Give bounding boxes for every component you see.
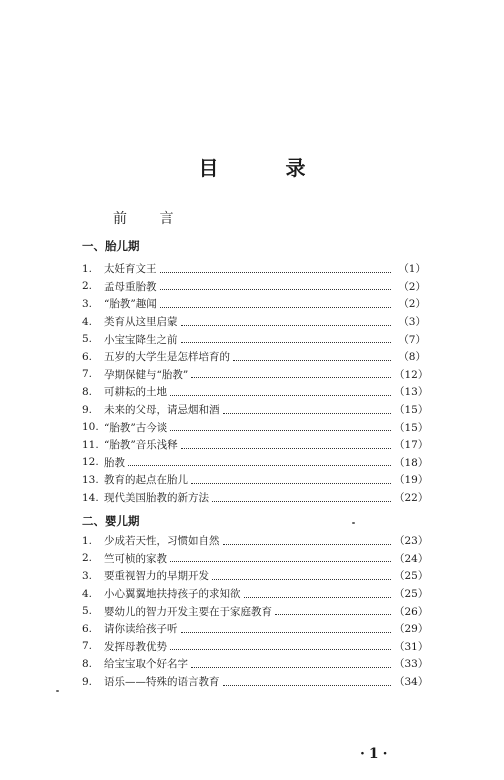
entry-title: “胎教”古今谈 [104,421,168,434]
entry-number: 4. [82,587,93,600]
entry-page-number: （2） [398,298,426,311]
dot-leader [181,341,392,343]
entry-title: 要重视智力的早期开发 [104,570,209,583]
dot-leader [244,596,392,598]
entry-number: 12. [82,456,99,469]
entry-number: 10. [82,421,99,434]
entry-page-number: （17） [394,439,429,452]
toc-entry [82,383,429,401]
entry-title: 孟母重胎教 [104,280,157,293]
entry-number: 6. [82,350,93,363]
entry-number: 9. [82,403,93,416]
entry-page-number: （22） [394,492,429,505]
toc-entry [82,260,426,278]
section-entries-infant [82,532,429,690]
entry-title: 五岁的大学生是怎样培育的 [104,351,230,364]
toc-entry [82,673,429,691]
dot-leader [170,560,391,562]
dot-leader [233,359,391,361]
entry-page-number: （25） [394,570,429,583]
entry-title: 小宝宝降生之前 [104,333,178,346]
entry-title: 发挥母教优势 [104,640,167,653]
toc-entry [82,620,429,638]
entry-number: 14. [82,491,99,504]
page-number: ·1· [360,746,392,762]
toc-entry [82,418,429,436]
entry-title: 现代美国胎教的新方法 [104,492,209,505]
dot-leader [191,482,391,484]
entry-title: 可耕耘的土地 [104,386,167,399]
entry-number: 6. [82,622,93,635]
entry-number: 13. [82,473,99,486]
entry-number: 9. [82,675,93,688]
entry-number: 2. [82,280,93,293]
toc-entry [82,330,426,348]
entry-title: 婴幼儿的智力开发主要在于家庭教育 [104,605,272,618]
entry-page-number: （13） [394,386,429,399]
toc-entry [82,471,429,489]
entry-page-number: （15） [394,421,429,434]
entry-number: 3. [82,297,93,310]
dot-leader [170,394,391,396]
entry-title: 语乐——特殊的语言教育 [104,676,220,689]
toc-entry [82,278,426,296]
entry-page-number: （25） [394,588,429,601]
entry-page-number: （18） [394,456,429,469]
toc-entry [82,655,429,673]
entry-page-number: （34） [394,676,429,689]
entry-title: 孕期保健与“胎教” [104,368,189,381]
dot-leader [191,666,391,668]
dot-leader [160,288,392,290]
dot-leader [181,447,391,449]
entry-number: 7. [82,368,93,381]
entry-page-number: （8） [398,351,426,364]
toc-entry [82,567,429,585]
toc-entry [82,602,429,620]
entry-number: 11. [82,438,99,451]
entry-number: 1. [82,534,93,547]
entry-title: “胎教”音乐浅释 [104,439,178,452]
section-entries-fetal [82,260,429,506]
toc-entry [82,489,429,507]
entry-title: 少成若天性，习惯如自然 [104,535,220,548]
toc-entry [82,550,429,568]
toc-entry [82,401,429,419]
dot-leader [170,648,391,650]
entry-number: 5. [82,605,93,618]
entry-page-number: （24） [394,552,429,565]
entry-page-number: （23） [394,535,429,548]
scan-speck [352,522,355,524]
entry-number: 2. [82,552,93,565]
toc-entry [82,532,429,550]
dot-leader [181,324,392,326]
toc-entry [82,585,429,603]
toc-entry [82,313,426,331]
dot-leader [160,271,392,273]
entry-page-number: （29） [394,623,429,636]
entry-number: 8. [82,385,93,398]
entry-title: 未来的父母，请忌烟和酒 [104,404,220,417]
toc-entry [82,348,426,366]
entry-page-number: （19） [394,474,429,487]
entry-page-number: （1） [398,263,426,276]
entry-number: 5. [82,333,93,346]
entry-page-number: （26） [394,605,429,618]
dot-leader [181,631,392,633]
entry-title: “胎教”趣闻 [104,298,157,311]
entry-page-number: （33） [394,658,429,671]
dot-leader [160,306,391,308]
toc-entry [82,366,429,384]
section-heading-fetal: 一、胎儿期 [82,239,140,253]
dot-leader [128,464,391,466]
dot-leader [223,543,392,545]
entry-title: 请你读给孩子听 [104,623,178,636]
preface-heading: 前 言 [113,211,188,227]
entry-title: 给宝宝取个好名字 [104,658,188,671]
dot-leader [170,429,391,431]
entry-title: 胎教 [104,456,125,469]
entry-number: 1. [82,262,93,275]
section-heading-infant: 二、婴儿期 [82,514,140,528]
page-title: 目 录 [198,156,336,180]
entry-page-number: （7） [398,333,426,346]
entry-number: 7. [82,640,93,653]
toc-entry [82,436,429,454]
toc-entry [82,454,429,472]
toc-entry [82,638,429,656]
entry-page-number: （2） [398,280,426,293]
dot-leader [212,578,391,580]
dot-leader [223,412,392,414]
dot-leader [191,376,391,378]
entry-title: 小心翼翼地扶持孩子的求知欲 [104,588,241,601]
entry-title: 竺可桢的家教 [104,552,167,565]
dot-leader [212,500,391,502]
entry-page-number: （12） [394,368,429,381]
entry-number: 8. [82,657,93,670]
entry-title: 教育的起点在胎儿 [104,474,188,487]
scan-speck [56,690,59,692]
entry-title: 类育从这里启蒙 [104,316,178,329]
entry-page-number: （15） [394,404,429,417]
toc-entry [82,295,426,313]
entry-title: 太妊育文王 [104,263,157,276]
entry-number: 3. [82,569,93,582]
entry-number: 4. [82,315,93,328]
entry-page-number: （3） [398,316,426,329]
entry-page-number: （31） [394,640,429,653]
dot-leader [275,613,391,615]
dot-leader [223,684,392,686]
